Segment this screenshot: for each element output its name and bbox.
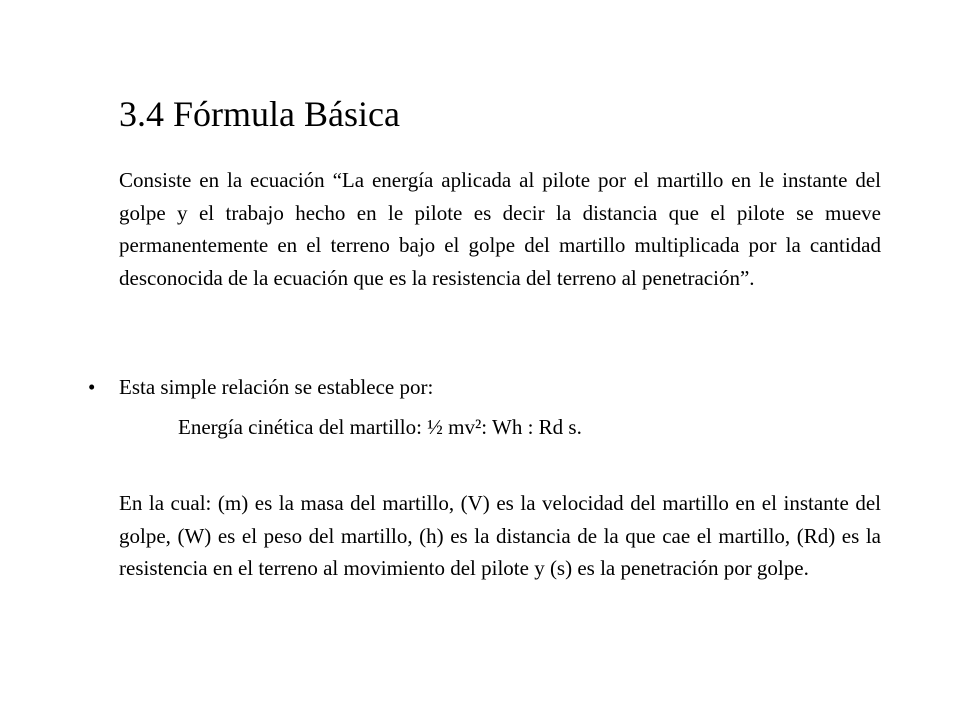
formula-line: Energía cinética del martillo: ½ mv²: Wh : Rd s. (178, 415, 582, 439)
bullet-item (88, 371, 433, 403)
bullet-icon: • (88, 375, 96, 399)
explanation-paragraph: En la cual: (m) es la masa del martillo, (V) es la velocidad del martillo en el instante del golpe, (W) es el peso del martillo, (h) es la distancia de la que cae el martillo, (Rd) es la resistencia en el terreno al movimiento del pilote y (s) es la penetración por golpe. (119, 491, 881, 580)
bullet-text: Esta simple relación se establece por: (119, 375, 434, 399)
slide-title: 3.4 Fórmula Básica (119, 94, 400, 134)
intro-paragraph: Consiste en la ecuación “La energía aplicada al pilote por el martillo en le instante del golpe y el trabajo hecho en le pilote es decir la distancia que el pilote se mueve permanentemente en el terreno bajo el golpe del martillo multiplicada por la cantidad desconocida de la ecuación que es la resistencia del terreno al penetración”. (119, 168, 881, 290)
